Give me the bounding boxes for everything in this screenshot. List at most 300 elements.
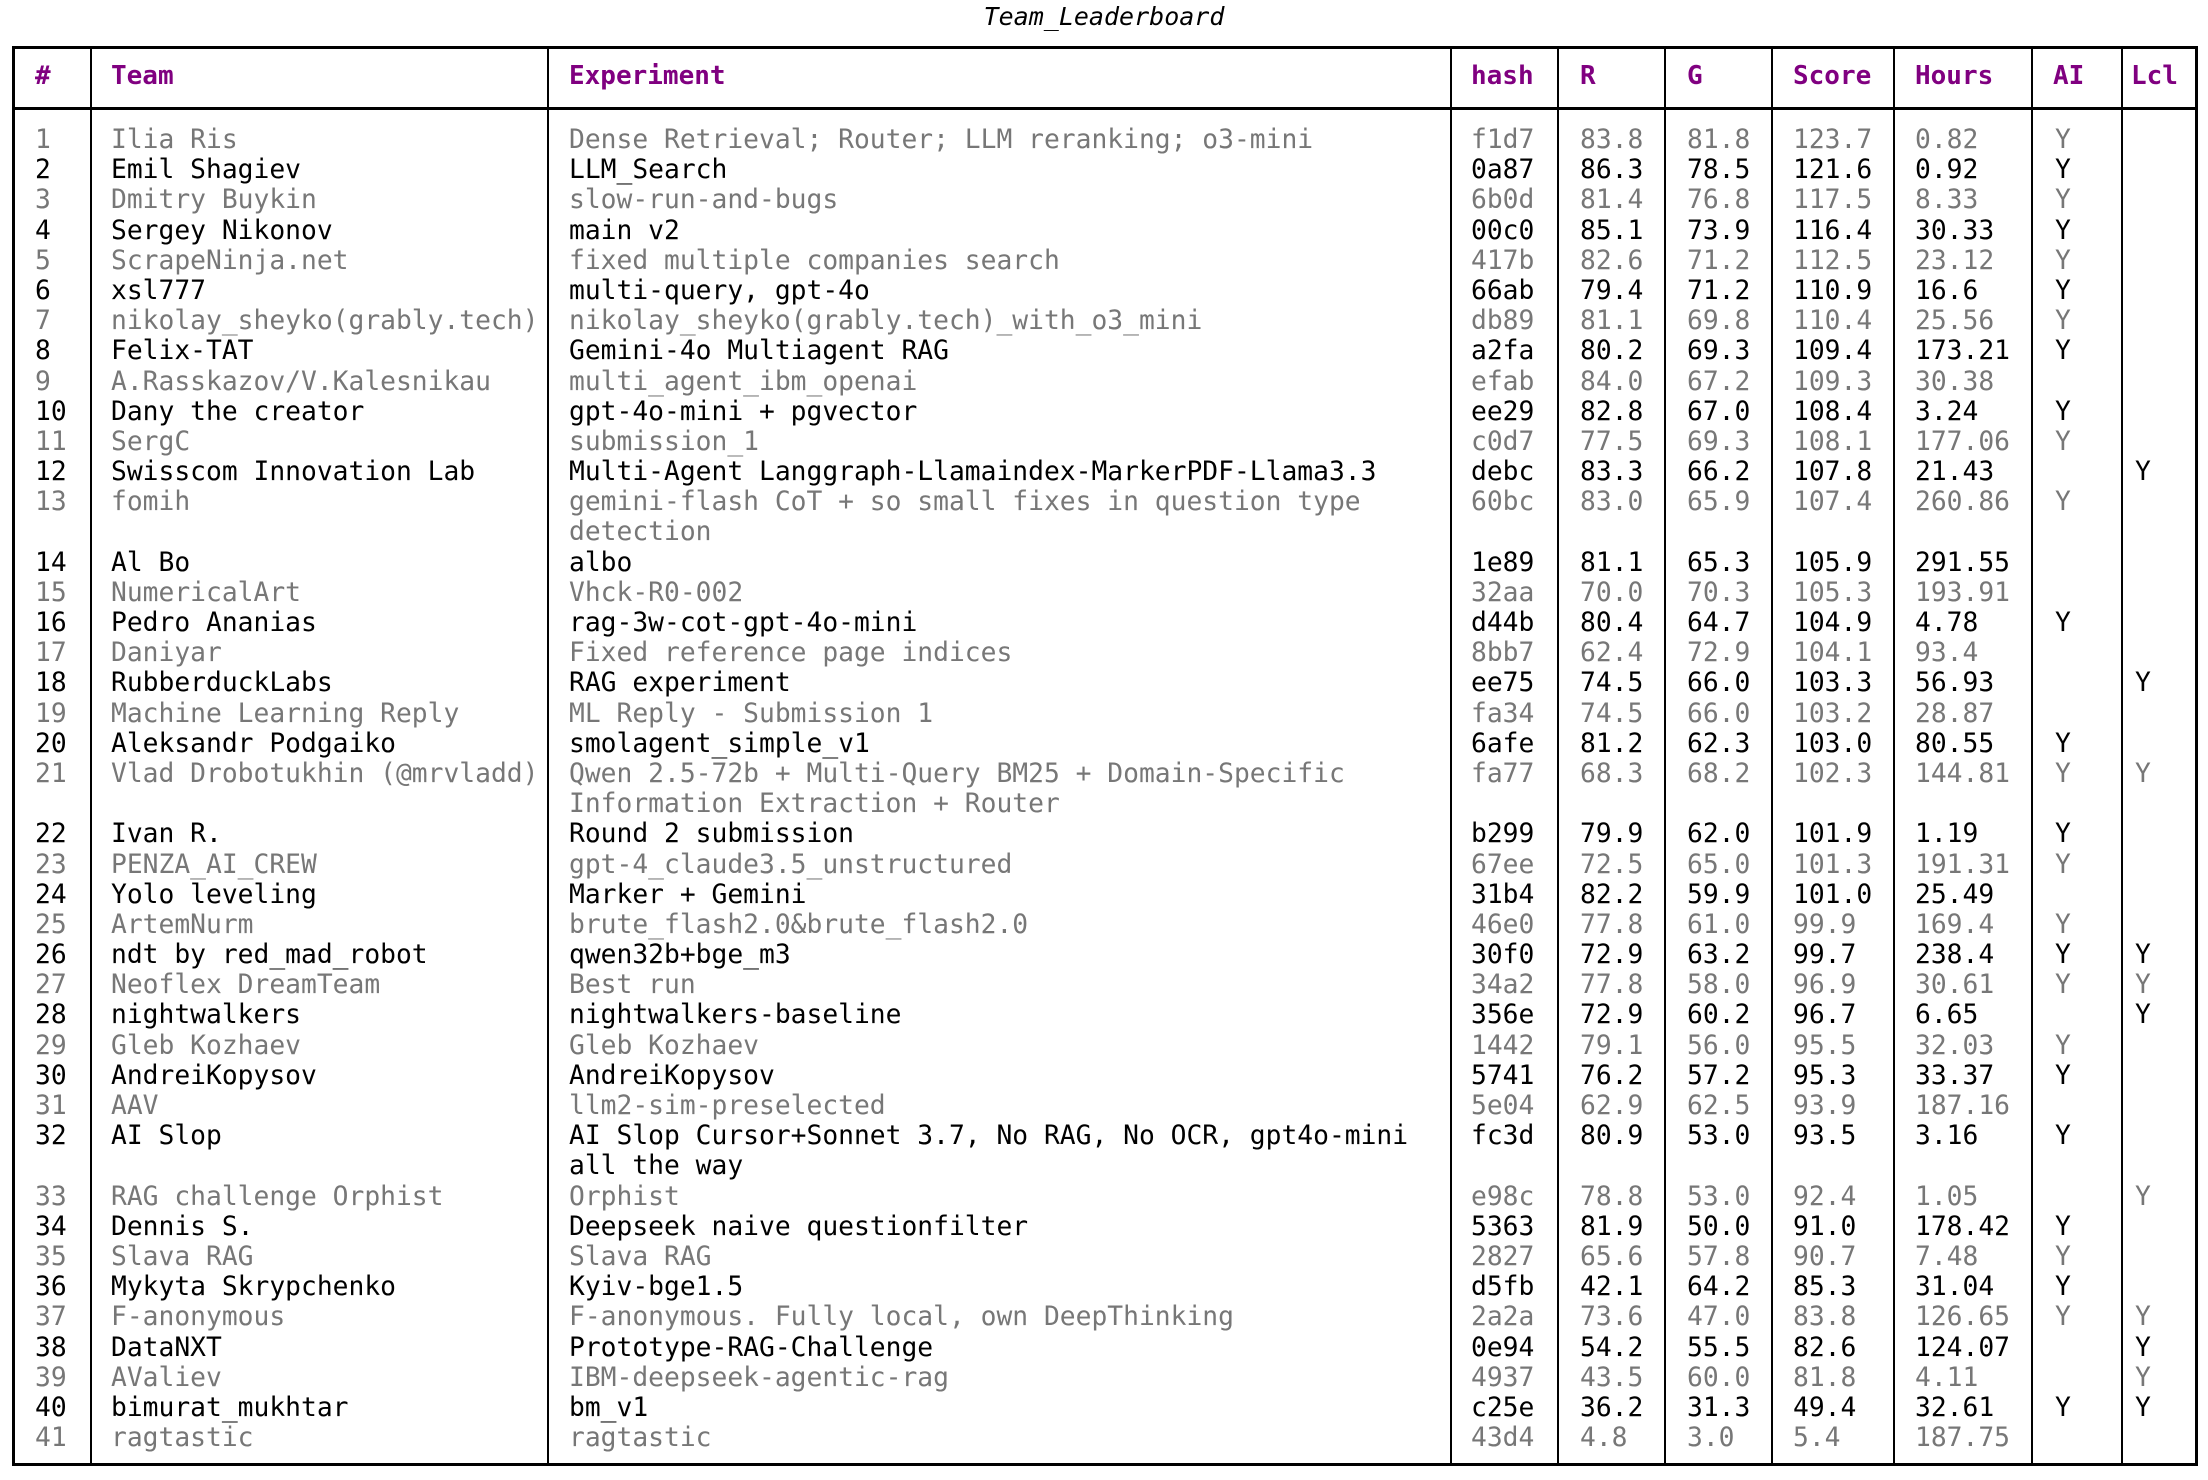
cell-hours: 28.87 [1915, 698, 1995, 729]
cell-experiment [569, 1091, 886, 1121]
table-row[interactable] [15, 1393, 2195, 1423]
cell-g: 60.2 [1687, 1000, 1751, 1031]
cell-score: 93.9 [1793, 1091, 1857, 1122]
cell-team: SergC [111, 426, 191, 457]
cell-g: 68.2 [1687, 758, 1751, 789]
cell-lcl: Y [2135, 1392, 2151, 1423]
r-header[interactable]: R [1580, 61, 1596, 91]
cell-experiment [569, 548, 632, 578]
cell-experiment [569, 910, 1028, 940]
cell-ai: Y [2055, 970, 2071, 1001]
cell-hash: fc3d [1471, 1121, 1535, 1152]
cell-hash: 66ab [1471, 275, 1535, 306]
cell-g: 62.5 [1687, 1091, 1751, 1122]
cell-rank: 8 [35, 336, 51, 367]
table-row[interactable] [15, 367, 2195, 397]
cell-ai: Y [2055, 728, 2071, 759]
cell-ai: Y [2055, 1272, 2071, 1303]
table-row[interactable] [15, 1000, 2195, 1030]
cell-r: 72.5 [1580, 849, 1644, 880]
cell-hours: 0.82 [1915, 125, 1979, 155]
cell-hours: 169.4 [1915, 909, 1995, 940]
experiment-line: Qwen 2.5-72b + Multi-Query BM25 + Domain-Specific [569, 758, 1345, 789]
cell-hours: 0.92 [1915, 155, 1979, 186]
cell-score: 103.0 [1793, 728, 1873, 759]
cell-g: 62.3 [1687, 728, 1751, 759]
experiment-line: slow-run-and-bugs [569, 185, 839, 216]
cell-lcl: Y [2135, 940, 2151, 971]
cell-rank: 3 [35, 185, 51, 216]
cell-hours: 187.16 [1915, 1091, 2010, 1122]
cell-score: 99.7 [1793, 940, 1857, 971]
cell-rank: 21 [35, 758, 67, 789]
cell-team: Aleksandr Podgaiko [111, 728, 396, 759]
cell-team: nightwalkers [111, 1000, 301, 1031]
cell-g: 58.0 [1687, 970, 1751, 1001]
cell-hours: 30.38 [1915, 366, 1995, 397]
cell-hash: 46e0 [1471, 909, 1535, 940]
rank-header[interactable]: # [35, 61, 51, 91]
cell-score: 104.9 [1793, 608, 1873, 639]
cell-g: 63.2 [1687, 940, 1751, 971]
cell-r: 77.8 [1580, 909, 1644, 940]
cell-rank: 28 [35, 1000, 67, 1031]
experiment-line: bm_v1 [569, 1392, 649, 1423]
table-row[interactable] [15, 910, 2195, 940]
cell-g: 65.0 [1687, 849, 1751, 880]
cell-hours: 93.4 [1915, 638, 1979, 669]
cell-hash: fa34 [1471, 698, 1535, 729]
cell-hash: d44b [1471, 608, 1535, 639]
cell-hours: 16.6 [1915, 275, 1979, 306]
table-row[interactable] [15, 759, 2195, 819]
cell-g: 64.2 [1687, 1272, 1751, 1303]
cell-hours: 30.33 [1915, 215, 1995, 246]
cell-r: 83.0 [1580, 487, 1644, 518]
experiment-header[interactable]: Experiment [569, 61, 726, 91]
cell-hash: 34a2 [1471, 970, 1535, 1001]
experiment-line: Best run [569, 970, 696, 1001]
column-divider [547, 49, 549, 1463]
cell-team: nikolay_sheyko(grably.tech) [111, 306, 539, 337]
cell-hash: 4937 [1471, 1362, 1535, 1393]
cell-score: 103.3 [1793, 668, 1873, 699]
cell-team: Sergey Nikonov [111, 215, 333, 246]
cell-hash: 00c0 [1471, 215, 1535, 246]
cell-rank: 39 [35, 1362, 67, 1393]
cell-team: bimurat_mukhtar [111, 1392, 349, 1423]
cell-experiment [569, 246, 1060, 276]
cell-experiment [569, 1212, 1028, 1242]
cell-ai: Y [2055, 849, 2071, 880]
experiment-line: rag-3w-cot-gpt-4o-mini [569, 608, 918, 639]
table-row[interactable] [15, 155, 2195, 185]
cell-r: 77.5 [1580, 426, 1644, 457]
table-row[interactable] [15, 216, 2195, 246]
table-row[interactable] [15, 668, 2195, 698]
table-row[interactable] [15, 427, 2195, 457]
cell-r: 68.3 [1580, 758, 1644, 789]
cell-g: 70.3 [1687, 577, 1751, 608]
cell-score: 123.7 [1793, 125, 1873, 155]
cell-g: 53.0 [1687, 1121, 1751, 1152]
cell-hours: 8.33 [1915, 185, 1979, 216]
table-row[interactable] [15, 246, 2195, 276]
cell-score: 108.1 [1793, 426, 1873, 457]
cell-ai: Y [2055, 909, 2071, 940]
cell-hours: 4.78 [1915, 608, 1979, 639]
cell-rank: 10 [35, 396, 67, 427]
table-row[interactable] [15, 306, 2195, 336]
cell-hash: a2fa [1471, 336, 1535, 367]
cell-score: 96.7 [1793, 1000, 1857, 1031]
cell-hash: 5363 [1471, 1211, 1535, 1242]
cell-hours: 30.61 [1915, 970, 1995, 1001]
cell-score: 101.0 [1793, 879, 1873, 910]
experiment-line: Kyiv-bge1.5 [569, 1272, 744, 1303]
cell-ai: Y [2055, 940, 2071, 971]
cell-experiment [569, 155, 727, 185]
cell-hash: b299 [1471, 819, 1535, 850]
cell-r: 79.1 [1580, 1030, 1644, 1061]
cell-team: ragtastic [111, 1423, 254, 1454]
cell-rank: 15 [35, 577, 67, 608]
cell-score: 5.4 [1793, 1423, 1841, 1454]
cell-ai: Y [2055, 1060, 2071, 1091]
cell-lcl: Y [2135, 668, 2151, 699]
cell-experiment [569, 1182, 680, 1212]
column-divider [1557, 49, 1559, 1463]
table-row[interactable] [15, 970, 2195, 1000]
cell-rank: 31 [35, 1091, 67, 1122]
cell-r: 42.1 [1580, 1272, 1644, 1303]
table-row[interactable] [15, 1091, 2195, 1121]
cell-score: 105.9 [1793, 547, 1873, 578]
column-divider [1664, 49, 1666, 1463]
cell-team: Mykyta Skrypchenko [111, 1272, 396, 1303]
cell-score: 99.9 [1793, 909, 1857, 940]
cell-r: 78.8 [1580, 1181, 1644, 1212]
table-row[interactable] [15, 1302, 2195, 1332]
table-row[interactable] [15, 1061, 2195, 1091]
cell-score: 81.8 [1793, 1362, 1857, 1393]
cell-rank: 36 [35, 1272, 67, 1303]
cell-hash: d5fb [1471, 1272, 1535, 1303]
lcl-header[interactable]: Lcl [2131, 61, 2178, 91]
cell-score: 101.3 [1793, 849, 1873, 880]
cell-g: 67.2 [1687, 366, 1751, 397]
cell-hours: 177.06 [1915, 426, 2010, 457]
cell-r: 80.4 [1580, 608, 1644, 639]
cell-experiment [569, 1423, 712, 1453]
table-row[interactable] [15, 125, 2195, 155]
cell-r: 36.2 [1580, 1392, 1644, 1423]
table-row[interactable] [15, 578, 2195, 608]
cell-ai: Y [2055, 275, 2071, 306]
cell-rank: 14 [35, 547, 67, 578]
cell-r: 79.4 [1580, 275, 1644, 306]
table-row[interactable] [15, 608, 2195, 638]
cell-rank: 33 [35, 1181, 67, 1212]
experiment-line: Multi-Agent Langgraph-Llamaindex-MarkerPDF-Llama3.3 [569, 457, 1377, 488]
header-divider [15, 107, 2195, 110]
table-row[interactable] [15, 1031, 2195, 1061]
cell-score: 95.3 [1793, 1060, 1857, 1091]
cell-g: 47.0 [1687, 1302, 1751, 1333]
cell-hash: db89 [1471, 306, 1535, 337]
table-row[interactable] [15, 729, 2195, 759]
table-row[interactable] [15, 397, 2195, 427]
column-divider [1771, 49, 1773, 1463]
cell-hours: 187.75 [1915, 1423, 2010, 1454]
table-row[interactable] [15, 1272, 2195, 1302]
table-row[interactable] [15, 1333, 2195, 1363]
cell-team: AAV [111, 1091, 159, 1122]
ai-header[interactable]: AI [2053, 61, 2085, 91]
cell-score: 107.8 [1793, 457, 1873, 488]
cell-experiment [569, 1363, 949, 1393]
experiment-line: Round 2 submission [569, 819, 854, 850]
experiment-line: Gleb Kozhaev [569, 1030, 759, 1061]
experiment-line: Orphist [569, 1181, 680, 1212]
cell-g: 78.5 [1687, 155, 1751, 186]
cell-hours: 3.24 [1915, 396, 1979, 427]
cell-team: Pedro Ananias [111, 608, 317, 639]
cell-team: Ivan R. [111, 819, 222, 850]
cell-team: Emil Shagiev [111, 155, 301, 186]
cell-r: 86.3 [1580, 155, 1644, 186]
cell-r: 74.5 [1580, 668, 1644, 699]
cell-score: 112.5 [1793, 245, 1873, 276]
cell-r: 81.1 [1580, 547, 1644, 578]
cell-r: 74.5 [1580, 698, 1644, 729]
cell-r: 72.9 [1580, 940, 1644, 971]
cell-hours: 124.07 [1915, 1332, 2010, 1363]
cell-r: 81.2 [1580, 728, 1644, 759]
table-row[interactable] [15, 1363, 2195, 1393]
cell-hours: 260.86 [1915, 487, 2010, 518]
table-row[interactable] [15, 336, 2195, 366]
cell-g: 31.3 [1687, 1392, 1751, 1423]
cell-experiment [569, 759, 1345, 819]
table-row[interactable] [15, 487, 2195, 547]
cell-ai: Y [2055, 245, 2071, 276]
cell-rank: 23 [35, 849, 67, 880]
table-row[interactable] [15, 699, 2195, 729]
cell-experiment [569, 1393, 648, 1423]
cell-experiment [569, 850, 1012, 880]
cell-rank: 24 [35, 879, 67, 910]
cell-hash: ee29 [1471, 396, 1535, 427]
cell-hash: e98c [1471, 1181, 1535, 1212]
cell-rank: 35 [35, 1241, 67, 1272]
cell-experiment [569, 367, 917, 397]
cell-hash: debc [1471, 457, 1535, 488]
table-row[interactable] [15, 457, 2195, 487]
table-row[interactable] [15, 276, 2195, 306]
cell-hash: 5741 [1471, 1060, 1535, 1091]
cell-team: AndreiKopysov [111, 1060, 317, 1091]
cell-ai: Y [2055, 215, 2071, 246]
cell-experiment [569, 306, 1202, 336]
table-row[interactable] [15, 819, 2195, 849]
experiment-line: qwen32b+bge_m3 [569, 940, 791, 971]
cell-rank: 7 [35, 306, 51, 337]
cell-ai: Y [2055, 1392, 2071, 1423]
experiment-line: albo [569, 547, 633, 578]
cell-g: 67.0 [1687, 396, 1751, 427]
experiment-line: Information Extraction + Router [569, 789, 1060, 820]
cell-team: ndt by red_mad_robot [111, 940, 428, 971]
cell-rank: 27 [35, 970, 67, 1001]
cell-hours: 25.49 [1915, 879, 1995, 910]
cell-lcl: Y [2135, 1302, 2151, 1333]
experiment-line: RAG experiment [569, 668, 791, 699]
table-row[interactable] [15, 880, 2195, 910]
cell-team: A.Rasskazov/V.Kalesnikau [111, 366, 491, 397]
g-header[interactable]: G [1687, 61, 1703, 91]
cell-r: 76.2 [1580, 1060, 1644, 1091]
table-row[interactable] [15, 940, 2195, 970]
cell-score: 117.5 [1793, 185, 1873, 216]
cell-score: 107.4 [1793, 487, 1873, 518]
cell-hash: 30f0 [1471, 940, 1535, 971]
cell-experiment [569, 1302, 1234, 1332]
experiment-line: gemini-flash CoT + so small fixes in question type [569, 487, 1361, 518]
cell-experiment [569, 216, 680, 246]
cell-rank: 2 [35, 155, 51, 186]
table-body [15, 125, 2195, 1453]
cell-ai: Y [2055, 758, 2071, 789]
cell-rank: 20 [35, 728, 67, 759]
cell-hash: 8bb7 [1471, 638, 1535, 669]
cell-hash: ee75 [1471, 668, 1535, 699]
cell-ai: Y [2055, 1241, 2071, 1272]
cell-score: 82.6 [1793, 1332, 1857, 1363]
table-row[interactable] [15, 1423, 2195, 1453]
cell-lcl: Y [2135, 1332, 2151, 1363]
cell-lcl: Y [2135, 1362, 2151, 1393]
cell-rank: 17 [35, 638, 67, 669]
cell-rank: 16 [35, 608, 67, 639]
cell-score: 116.4 [1793, 215, 1873, 246]
cell-hours: 32.61 [1915, 1392, 1995, 1423]
hash-header[interactable]: hash [1471, 61, 1534, 91]
experiment-line: multi-query, gpt-4o [569, 275, 870, 306]
cell-r: 81.9 [1580, 1211, 1644, 1242]
cell-rank: 18 [35, 668, 67, 699]
cell-hash: 0e94 [1471, 1332, 1535, 1363]
cell-r: 80.2 [1580, 336, 1644, 367]
table-row[interactable] [15, 1121, 2195, 1181]
cell-rank: 38 [35, 1332, 67, 1363]
table-row[interactable] [15, 1242, 2195, 1272]
table-row[interactable] [15, 185, 2195, 215]
cell-score: 85.3 [1793, 1272, 1857, 1303]
column-divider [2031, 49, 2033, 1463]
cell-score: 108.4 [1793, 396, 1873, 427]
cell-rank: 22 [35, 819, 67, 850]
experiment-line: LLM_Search [569, 155, 728, 186]
column-divider [1893, 49, 1895, 1463]
table-row[interactable] [15, 1182, 2195, 1212]
cell-lcl: Y [2135, 457, 2151, 488]
cell-hash: c0d7 [1471, 426, 1535, 457]
cell-experiment [569, 819, 854, 849]
cell-hash: 2827 [1471, 1241, 1535, 1272]
cell-g: 69.3 [1687, 336, 1751, 367]
team-header[interactable]: Team [111, 61, 174, 91]
cell-r: 83.3 [1580, 457, 1644, 488]
cell-hash: 356e [1471, 1000, 1535, 1031]
cell-rank: 40 [35, 1392, 67, 1423]
experiment-line: smolagent_simple_v1 [569, 728, 870, 759]
cell-g: 3.0 [1687, 1423, 1735, 1454]
cell-r: 77.8 [1580, 970, 1644, 1001]
cell-team: F-anonymous [111, 1302, 286, 1333]
cell-g: 69.3 [1687, 426, 1751, 457]
cell-g: 71.2 [1687, 245, 1751, 276]
experiment-line: Fixed reference page indices [569, 638, 1013, 669]
score-header[interactable]: Score [1793, 61, 1872, 91]
cell-hash: 5e04 [1471, 1091, 1535, 1122]
cell-hash: 417b [1471, 245, 1535, 276]
cell-rank: 13 [35, 487, 67, 518]
table-row[interactable] [15, 548, 2195, 578]
cell-g: 57.2 [1687, 1060, 1751, 1091]
cell-g: 61.0 [1687, 909, 1751, 940]
cell-score: 49.4 [1793, 1392, 1857, 1423]
experiment-line: AI Slop Cursor+Sonnet 3.7, No RAG, No OCR, gpt4o-mini [569, 1121, 1409, 1152]
cell-experiment [569, 1333, 933, 1363]
cell-team: AValiev [111, 1362, 222, 1393]
experiment-line: ragtastic [569, 1423, 712, 1454]
cell-hours: 4.11 [1915, 1362, 1979, 1393]
leaderboard-title: Team_Leaderboard [983, 2, 1225, 31]
cell-hours: 33.37 [1915, 1060, 1995, 1091]
cell-rank: 37 [35, 1302, 67, 1333]
cell-score: 83.8 [1793, 1302, 1857, 1333]
table-row[interactable] [15, 850, 2195, 880]
table-row[interactable] [15, 1212, 2195, 1242]
experiment-line: fixed multiple companies search [569, 245, 1060, 276]
cell-ai: Y [2055, 185, 2071, 216]
hours-header[interactable]: Hours [1915, 61, 1994, 91]
cell-score: 102.3 [1793, 758, 1873, 789]
cell-r: 82.2 [1580, 879, 1644, 910]
cell-team: Neoflex DreamTeam [111, 970, 381, 1001]
cell-r: 84.0 [1580, 366, 1644, 397]
experiment-line: Slava RAG [569, 1241, 712, 1272]
cell-hours: 238.4 [1915, 940, 1995, 971]
cell-hash: 1442 [1471, 1030, 1535, 1061]
experiment-line: Dense Retrieval; Router; LLM reranking; o3-mini [569, 125, 1314, 155]
cell-experiment [569, 699, 933, 729]
cell-experiment [569, 638, 1012, 668]
cell-r: 65.6 [1580, 1241, 1644, 1272]
table-row[interactable] [15, 638, 2195, 668]
cell-hours: 3.16 [1915, 1121, 1979, 1152]
cell-g: 62.0 [1687, 819, 1751, 850]
cell-team: Dany the creator [111, 396, 365, 427]
cell-team: Ilia Ris [111, 125, 238, 155]
cell-score: 103.2 [1793, 698, 1873, 729]
experiment-line: all the way [569, 1151, 744, 1182]
cell-experiment [569, 729, 870, 759]
cell-score: 110.9 [1793, 275, 1873, 306]
cell-team: Machine Learning Reply [111, 698, 460, 729]
cell-hours: 1.19 [1915, 819, 1979, 850]
